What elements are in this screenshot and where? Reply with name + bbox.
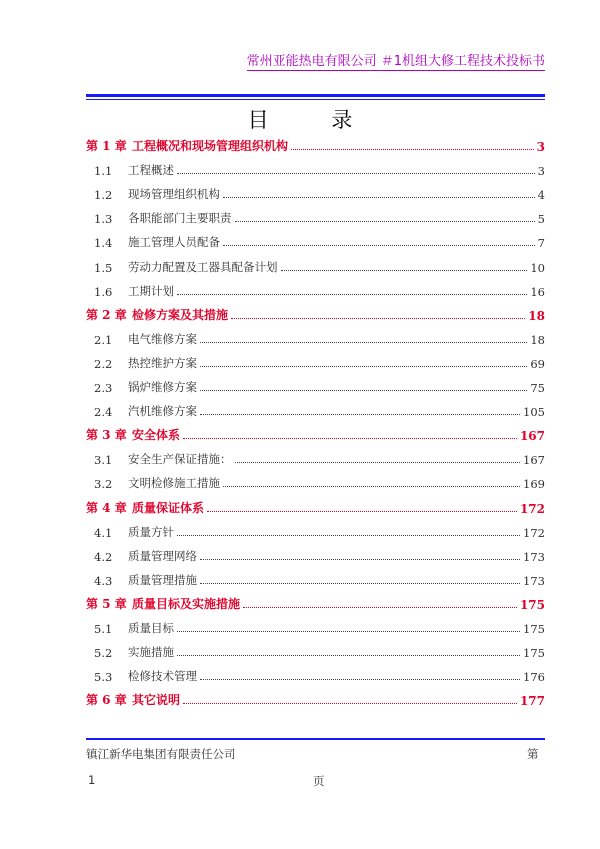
toc-section-entry[interactable] <box>86 210 545 226</box>
toc-entry-number: 5.3 <box>94 670 113 685</box>
toc-leader-dots <box>177 535 520 536</box>
toc-section-entry[interactable] <box>86 403 545 419</box>
toc-leader-dots <box>223 197 535 198</box>
toc-leader-dots <box>231 318 525 319</box>
toc-section-entry[interactable] <box>86 524 545 540</box>
toc-chapter-entry[interactable] <box>86 692 545 708</box>
toc-entry-page: 175 <box>523 646 545 661</box>
toc-entry-number: 第 3 章 <box>86 428 127 443</box>
toc-entry-number: 5.1 <box>94 622 113 636</box>
toc-entry-page: 169 <box>523 477 545 492</box>
header-rule-thin <box>86 99 545 100</box>
toc-entry-number: 2.3 <box>94 381 113 395</box>
toc-leader-dots <box>183 438 517 439</box>
toc-entry-title: 质量目标及实施措施 <box>132 596 241 611</box>
toc-title: 目 录 <box>247 108 381 132</box>
toc-entry-title: 检修技术管理 <box>128 669 197 684</box>
toc-chapter-entry[interactable] <box>86 500 545 516</box>
toc-entry-title: 质量方针 <box>128 524 174 539</box>
toc-entry-title: 其它说明 <box>132 693 181 708</box>
toc-entry-number: 1.6 <box>94 284 113 299</box>
toc-entry-title: 电气维修方案 <box>128 331 197 346</box>
toc-entry-title: 各职能部门主要职责 <box>128 211 232 226</box>
toc-chapter-entry[interactable] <box>86 138 545 154</box>
toc-leader-dots <box>200 583 520 584</box>
toc-entry-page: 3 <box>536 140 545 154</box>
toc-entry-title: 安全体系 <box>132 428 181 443</box>
toc-entry-title: 工期计划 <box>128 283 174 298</box>
toc-entry-title: 工程概况和现场管理组织机构 <box>132 139 289 153</box>
toc-entry-page: 10 <box>530 260 545 275</box>
header-rule-thick <box>86 94 545 97</box>
toc-entry-title: 工程概述 <box>128 163 174 178</box>
toc-section-entry[interactable] <box>86 548 545 564</box>
toc-section-entry[interactable] <box>86 283 545 299</box>
toc-leader-dots <box>200 559 520 560</box>
toc-entry-number: 第 2 章 <box>86 307 127 322</box>
toc-section-entry[interactable] <box>86 331 545 347</box>
toc-entry-page: 5 <box>537 212 545 227</box>
toc-section-entry[interactable] <box>86 379 545 395</box>
toc-entry-page: 172 <box>523 525 545 540</box>
toc-section-entry[interactable] <box>86 234 545 250</box>
toc-leader-dots <box>235 221 535 222</box>
toc-entry-number: 1.3 <box>94 212 113 227</box>
toc-section-entry[interactable] <box>86 572 545 588</box>
toc-leader-dots <box>200 366 527 367</box>
toc-entry-title: 现场管理组织机构 <box>128 187 220 202</box>
toc-entry-number: 第 6 章 <box>86 693 127 708</box>
toc-entry-number: 3.2 <box>94 477 113 492</box>
toc-leader-dots <box>207 511 517 512</box>
toc-entry-page: 167 <box>523 453 545 468</box>
toc-entry-title: 实施措施 <box>128 645 174 660</box>
toc-chapter-entry[interactable] <box>86 307 545 323</box>
toc-leader-dots <box>291 149 534 150</box>
toc-leader-dots <box>200 390 527 391</box>
toc-chapter-entry[interactable] <box>86 427 545 443</box>
toc-entry-page: 75 <box>530 381 545 395</box>
toc-entry-number: 2.1 <box>94 332 113 347</box>
toc-entry-number: 2.2 <box>94 356 113 371</box>
toc-entry-page: 177 <box>519 694 545 709</box>
toc-leader-dots <box>223 486 520 487</box>
toc-entry-title: 安全生产保证措施： <box>128 452 232 467</box>
toc-entry-number: 4.3 <box>94 573 113 588</box>
toc-entry-title: 检修方案及其措施 <box>132 307 229 322</box>
footer-page-suffix: 页 <box>313 774 325 788</box>
toc-entry-title: 锅炉维修方案 <box>128 380 197 394</box>
toc-entry-title: 质量目标 <box>128 621 174 635</box>
toc-leader-dots <box>223 245 535 246</box>
toc-entry-page: 69 <box>530 356 545 371</box>
toc-leader-dots <box>235 462 521 463</box>
toc-entry-number: 1.4 <box>94 236 113 251</box>
toc-entry-number: 1.1 <box>94 164 113 179</box>
toc-section-entry[interactable] <box>86 355 545 371</box>
toc-entry-page: 176 <box>523 670 545 685</box>
toc-entry-number: 2.4 <box>94 405 113 420</box>
toc-leader-dots <box>177 173 535 174</box>
toc-entry-page: 173 <box>523 573 545 588</box>
toc-entry-page: 105 <box>523 405 545 420</box>
footer-company: 镇江新华电集团有限责任公司 <box>86 747 236 761</box>
toc-entry-page: 172 <box>519 501 545 516</box>
toc-entry-page: 18 <box>530 332 545 347</box>
toc-entry-number: 第 4 章 <box>86 500 127 515</box>
toc-section-entry[interactable] <box>86 668 545 684</box>
document-header <box>0 50 545 69</box>
footer-page-number: 1 <box>88 773 96 787</box>
toc-entry-page: 167 <box>519 429 545 444</box>
toc-leader-dots <box>281 270 528 271</box>
toc-entry-page: 3 <box>537 164 545 179</box>
toc-entry-title: 热控维护方案 <box>128 355 197 370</box>
toc-leader-dots <box>183 703 517 704</box>
toc-leader-dots <box>243 607 517 608</box>
toc-entry-title: 劳动力配置及工器具配备计划 <box>128 259 278 274</box>
header-text: 常州亚能热电有限公司 ＃1机组大修工程技术投标书 <box>246 54 545 69</box>
footer-page-prefix: 第 <box>527 747 539 761</box>
toc-entry-number: 3.1 <box>94 453 113 468</box>
toc-leader-dots <box>177 631 520 632</box>
toc-entry-number: 1.5 <box>94 260 113 275</box>
toc-section-entry[interactable] <box>86 186 545 202</box>
toc-leader-dots <box>200 342 527 343</box>
toc-section-entry[interactable] <box>86 451 545 467</box>
toc-entry-title: 施工管理人员配备 <box>128 235 220 250</box>
toc-section-entry[interactable] <box>86 259 545 275</box>
toc-entry-title: 质量管理网络 <box>128 548 197 563</box>
toc-entry-number: 5.2 <box>94 646 113 661</box>
footer-rule <box>86 738 545 740</box>
toc-entry-number: 第 5 章 <box>86 596 127 611</box>
toc-entry-page: 7 <box>537 236 545 251</box>
toc-leader-dots <box>200 414 520 415</box>
toc-chapter-entry[interactable] <box>86 596 545 612</box>
toc-entry-page: 173 <box>523 549 545 564</box>
toc-entry-number: 4.1 <box>94 525 113 540</box>
toc-entry-page: 175 <box>523 622 545 636</box>
toc-entry-number: 4.2 <box>94 549 113 564</box>
toc-section-entry[interactable] <box>86 644 545 660</box>
toc-leader-dots <box>200 679 520 680</box>
toc-entry-number: 第 1 章 <box>86 139 127 153</box>
toc-entry-title: 文明检修施工措施 <box>128 476 220 491</box>
toc-section-entry[interactable] <box>86 162 545 178</box>
toc-section-entry[interactable] <box>86 475 545 491</box>
toc-entry-title: 质量管理措施 <box>128 572 197 587</box>
toc-leader-dots <box>177 655 520 656</box>
toc-section-entry[interactable] <box>86 620 545 636</box>
toc-entry-title: 质量保证体系 <box>132 500 205 515</box>
toc-entry-page: 175 <box>519 597 545 612</box>
toc-entry-title: 汽机维修方案 <box>128 404 197 419</box>
toc-entry-page: 4 <box>537 188 545 203</box>
toc-entry-page: 16 <box>530 284 545 299</box>
toc-leader-dots <box>177 294 527 295</box>
toc-entry-page: 18 <box>528 308 545 323</box>
toc-entry-number: 1.2 <box>94 188 113 203</box>
